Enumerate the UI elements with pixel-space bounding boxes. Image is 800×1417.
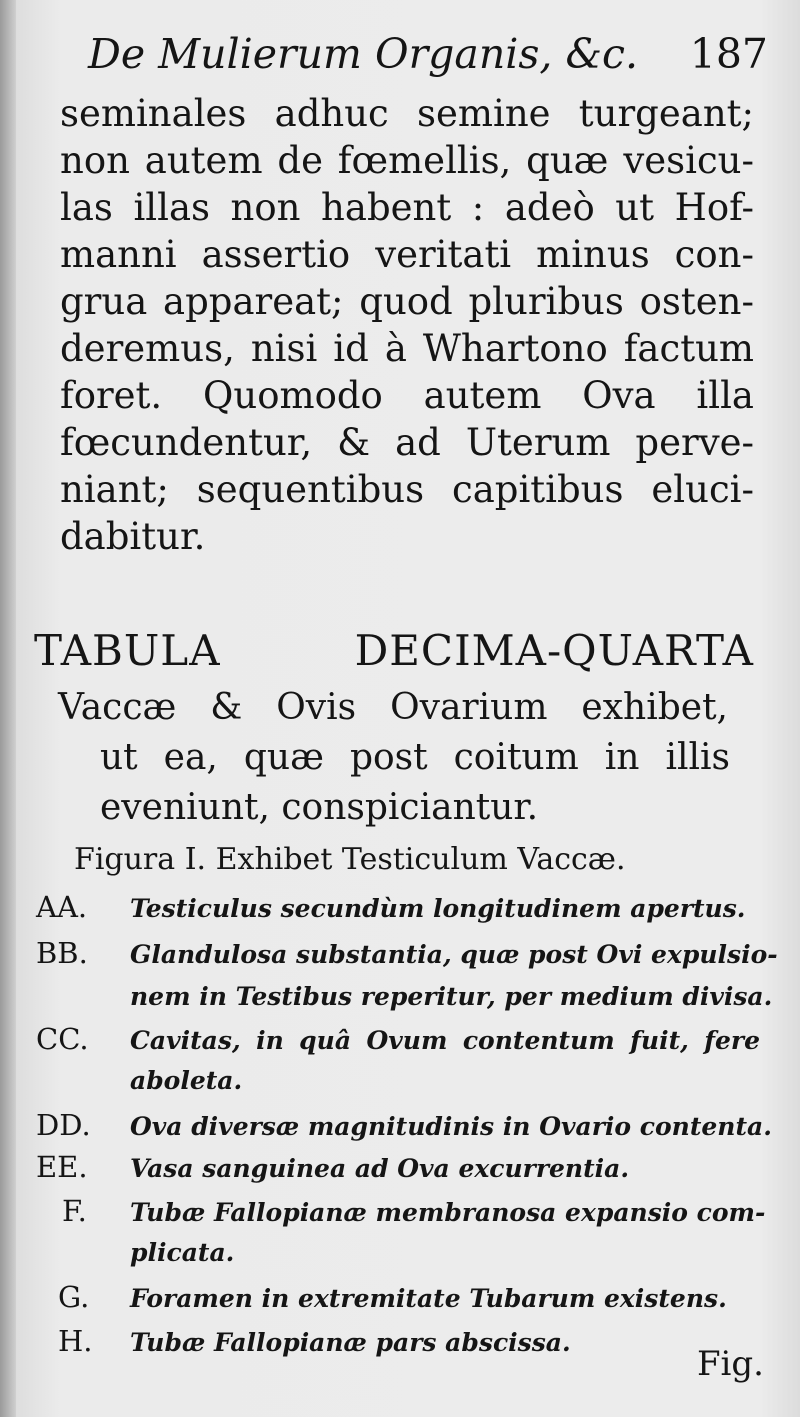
legend-text: Foramen in extremitate Tubarum existens.: [130, 1284, 727, 1313]
body-line: deremus, nisi id à Whartono factum: [60, 327, 754, 370]
body-line: grua appareat; quod pluribus osten-: [60, 280, 754, 323]
catchword: Fig.: [696, 1344, 764, 1384]
legend-key: DD.: [36, 1108, 91, 1142]
legend-text: Ova diversæ magnitudinis in Ovario contenta.: [130, 1112, 772, 1141]
legend-item: [36, 890, 766, 930]
body-line: seminales adhuc semine turgeant;: [60, 92, 754, 135]
legend-item: [36, 936, 778, 976]
legend-item: [36, 1280, 766, 1320]
legend-key: H.: [58, 1324, 93, 1358]
legend-text: Cavitas, in quâ Ovum contentum fuit, fere: [130, 1026, 760, 1055]
legend-key: BB.: [36, 936, 88, 970]
body-line: niant; sequentibus capitibus eluci-: [60, 468, 754, 511]
figure-intro: Figura I. Exhibet Testiculum Vaccæ.: [74, 842, 626, 877]
legend-key: EE.: [36, 1150, 88, 1184]
legend-item: [36, 1150, 766, 1190]
legend-item: [36, 1324, 596, 1364]
legend-continuation: plicata.: [130, 1238, 235, 1267]
caption-line: ut ea, quæ post coitum in illis: [100, 737, 730, 778]
caption-line: Vaccæ & Ovis Ovarium exhibet,: [58, 687, 728, 728]
legend-text: Testiculus secundùm longitudinem apertus.: [130, 894, 746, 923]
legend-item: [36, 1194, 766, 1234]
legend-continuation: aboleta.: [130, 1066, 243, 1095]
legend-key: CC.: [36, 1022, 89, 1056]
body-line: las illas non habent : adeò ut Hof-: [60, 186, 754, 229]
body-line: fœcundentur, & ad Uterum perve-: [60, 421, 754, 464]
body-line: foret. Quomodo autem Ova illa: [60, 374, 754, 417]
running-title: De Mulierum Organis, &c.: [88, 30, 638, 78]
legend-text: Tubæ Fallopianæ pars abscissa.: [130, 1328, 571, 1357]
legend-text: Glandulosa substantia, quæ post Ovi expulsio-: [130, 940, 778, 969]
legend-continuation: nem in Testibus reperitur, per medium divisa.: [130, 982, 773, 1011]
legend-key: F.: [62, 1194, 87, 1228]
legend-item: [36, 1022, 766, 1062]
legend-item: [36, 1108, 772, 1148]
running-header: [88, 22, 768, 82]
legend-text: Tubæ Fallopianæ membranosa expansio com-: [130, 1198, 766, 1227]
page-number: 187: [689, 30, 768, 78]
legend-key: AA.: [36, 890, 88, 924]
body-line: non autem de fœmellis, quæ vesicu-: [60, 139, 754, 182]
body-line: dabitur.: [60, 515, 206, 558]
page-gutter-shadow: [0, 0, 16, 1417]
legend-text: Vasa sanguinea ad Ova excurrentia.: [130, 1154, 630, 1183]
plate-heading: TABULA DECIMA-QUARTA: [34, 626, 754, 675]
caption-line: eveniunt, conspiciantur.: [100, 787, 539, 828]
legend-key: G.: [58, 1280, 90, 1314]
body-line: manni assertio veritati minus con-: [60, 233, 754, 276]
